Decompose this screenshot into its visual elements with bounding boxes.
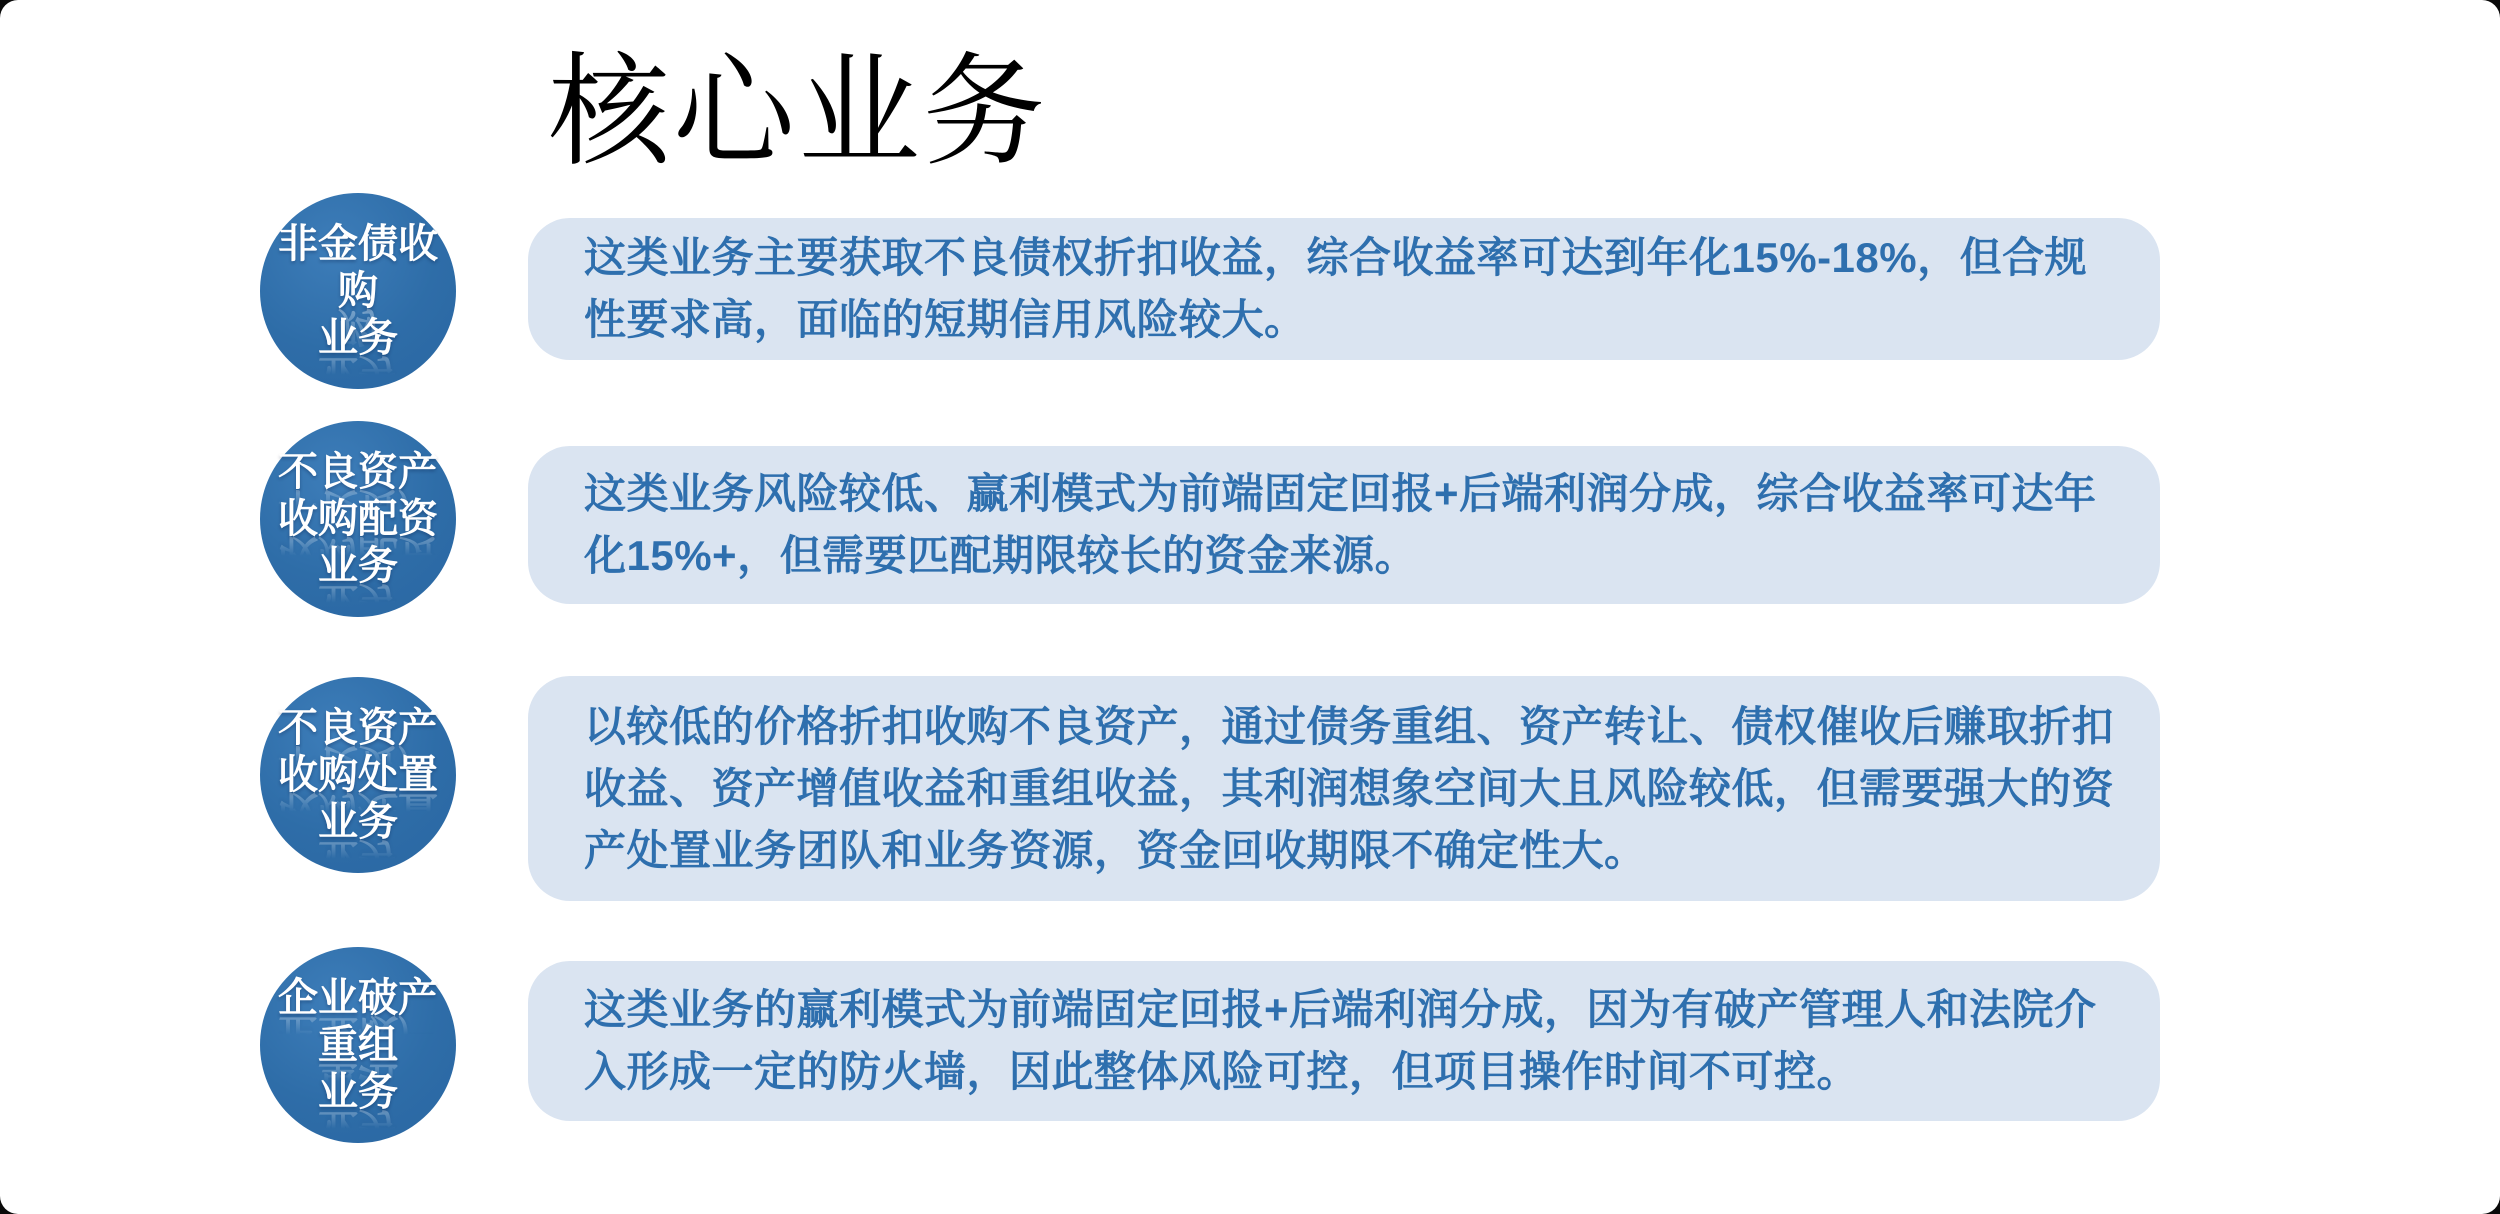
badge-label-line: 业务 (318, 1069, 398, 1114)
badge-label-2 (260, 449, 456, 590)
badge-circle-3 (260, 677, 456, 873)
badge-label-line: 非金债收购 (278, 221, 438, 313)
badge-label-line: 业务 (318, 543, 398, 588)
description-card-1 (528, 218, 2160, 360)
badge-label-1 (260, 221, 456, 362)
badge-label-line: 企业破产 (278, 975, 438, 1020)
badge-circle-1 (260, 193, 456, 389)
badge-label-line: 业务 (318, 799, 398, 844)
page-title: 核心业务 (548, 46, 1048, 181)
description-text: 以较低的价格折扣收购不良资产，通过债务重组、资产转让、债权催收后赚取折扣收益、资产增值收益和重组收益，其利润想象空间大且风险较低，但需要强大的资产处置业务团队和业务资源，资金回收期限不确定性大。 (584, 702, 2115, 874)
badge-label-line: 不良资产 (278, 705, 438, 750)
badge-label-4 (260, 975, 456, 1116)
badge-label-line: 收购处置 (278, 752, 438, 797)
description-text: 这类业务主要获取不良债权折扣收益，综合收益率可达到年化15%-18%，但合规性要求高，面临的短期信用风险较大。 (584, 234, 2088, 343)
description-text: 这类业务的赢利模式为前端固定回报+后端利润分成，因为有破产管理人和法院介入形成一定的防火墙，因此整体风险可控，但项目操作时间不可控。 (584, 986, 2097, 1095)
badge-label-line: 业务 (318, 315, 398, 360)
badge-label-line: 重组 (318, 1022, 398, 1067)
badge-label-3 (260, 705, 456, 846)
badge-circle-2 (260, 421, 456, 617)
badge-label-line: 收购配资 (278, 496, 438, 541)
description-card-4 (528, 961, 2160, 1121)
description-card-2 (528, 446, 2160, 604)
description-text: 这类业务风险较低、赢利模式为前端固定回报+后端利润分成，综合收益率可达年化15%+，但需要匹配期限较长的资金来源。 (584, 470, 2097, 579)
badge-circle-4 (260, 947, 456, 1143)
badge-label-line: 不良资产 (278, 449, 438, 494)
description-card-3 (528, 676, 2160, 901)
